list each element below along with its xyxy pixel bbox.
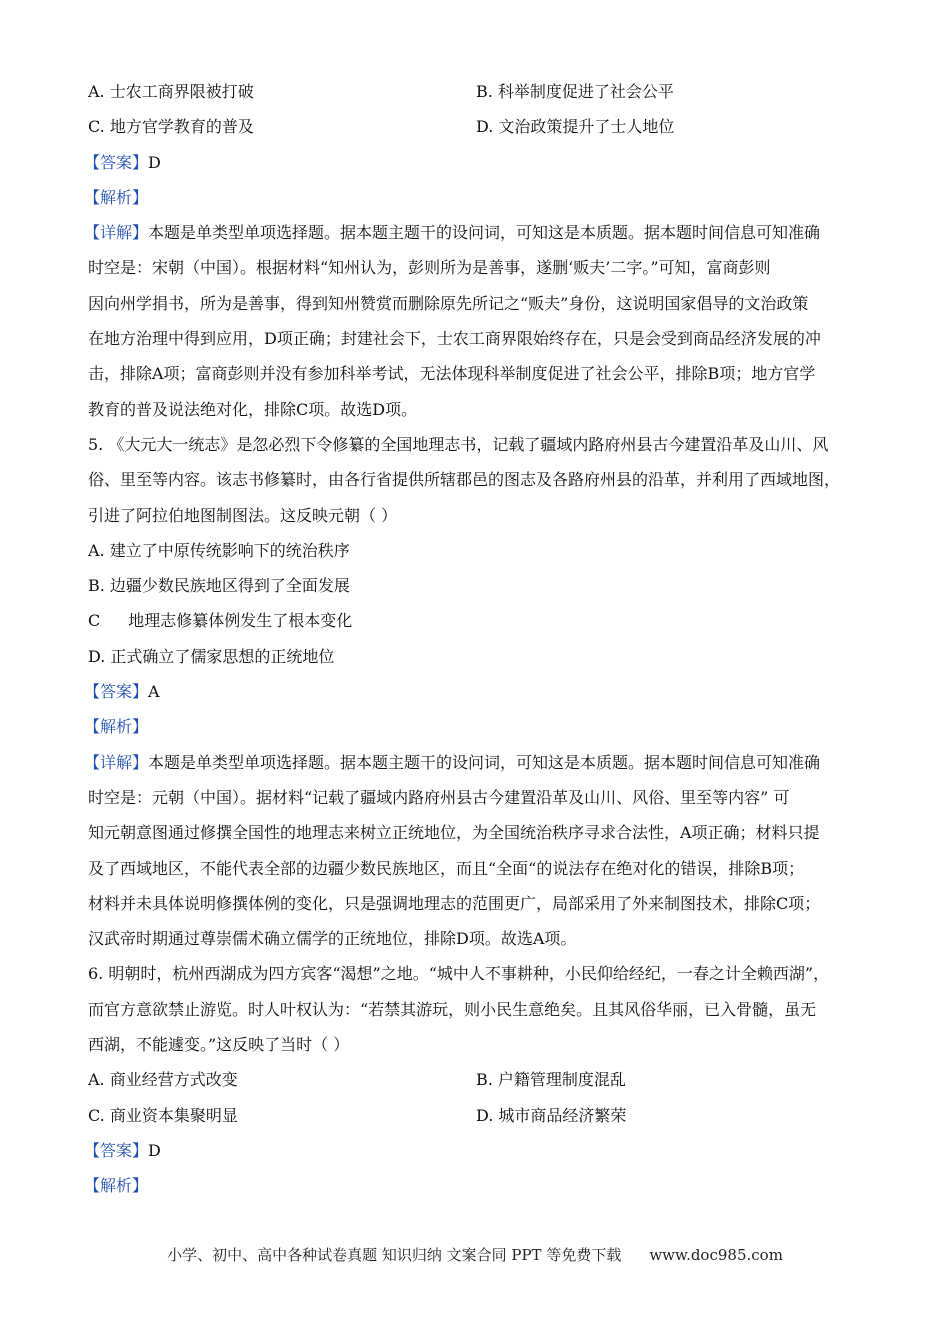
q5-stem: [88, 427, 868, 533]
q5-analysis-heading: [84, 709, 868, 744]
q5-option-c-text: 地理志修纂体例发生了根本变化: [128, 611, 353, 631]
q4-detail-line: 击，排除A项；富商彭则并没有参加科举考试，无法体现科举制度促进了社会公平，排除B项；地方官学: [88, 364, 816, 384]
q5-stem-line: 俗、里至等内容。该志书修纂时，由各行省提供所辖郡邑的图志及各路府州县的沿革，并利用了西域地图，: [88, 470, 841, 490]
answer-tag: 【答案】: [84, 1140, 149, 1160]
q5-detail-line: 时空是：元朝（中国）。据材料“记载了疆域内路府州县古今建置沿革及山川、风俗、里至等内容” 可: [88, 787, 790, 807]
q5-detail-line: 材料并未具体说明修撰体例的变化，只是强调地理志的范围更广，局部采用了外来制图技术，排除C项；: [88, 893, 821, 913]
q4-detail: [84, 215, 868, 427]
q6-option-a: A. 商业经营方式改变: [88, 1070, 238, 1090]
analysis-tag: 【解析】: [84, 717, 149, 737]
q5-detail-line: 汉武帝时期通过尊崇儒术确立儒学的正统地位，排除D项。故选A项。: [88, 929, 577, 949]
q4-options-row-2: [88, 109, 868, 144]
q6-options-row-1: [88, 1062, 868, 1097]
q6-option-c: C. 商业资本集聚明显: [88, 1105, 238, 1125]
q6-option-d: D. 城市商品经济繁荣: [476, 1105, 627, 1125]
q5-option-d: D. 正式确立了儒家思想的正统地位: [88, 646, 335, 666]
q5-detail-line: 【详解】本题是单类型单项选择题。据本题主题干的设问词，可知这是本质题。据本题时间信息可知准确: [84, 752, 821, 772]
detail-tag: 【详解】: [84, 752, 149, 772]
page-footer: [0, 1244, 950, 1265]
q6-answer: [84, 1133, 868, 1168]
q5-answer: [84, 674, 868, 709]
answer-value: D: [148, 1140, 161, 1160]
q6-stem-line: 而官方意欲禁止游览。时人叶权认为：“若禁其游玩，则小民生意绝矣。且其风俗华丽，已入骨髓，虽无: [88, 999, 817, 1019]
answer-value: A: [148, 682, 160, 702]
q4-option-c: C. 地方官学教育的普及: [88, 117, 254, 137]
q5-option-a: A. 建立了中原传统影响下的统治秩序: [88, 540, 350, 560]
q5-option-c: [88, 603, 868, 638]
footer-text: 小学、初中、高中各种试卷真题 知识归纳 文案合同 PPT 等免费下载: [167, 1246, 622, 1264]
q5-option-c-letter: C: [88, 611, 101, 631]
q4-analysis-heading: [84, 180, 868, 215]
document-page: [84, 74, 868, 1204]
q5-detail-line: 及了西域地区，不能代表全部的边疆少数民族地区，而且“全面“的说法存在绝对化的错误，排除B项；: [88, 858, 805, 878]
q4-option-d: D. 文治政策提升了士人地位: [476, 117, 675, 137]
analysis-tag: 【解析】: [84, 187, 149, 207]
answer-value: D: [148, 152, 161, 172]
q4-detail-line: 时空是：宋朝（中国）。根据材料“知州认为，彭则所为是善事，遂删‘贩夫’二字。”可知，富商彭则: [88, 258, 771, 278]
q4-option-a: A. 士农工商界限被打破: [88, 82, 254, 101]
q4-detail-line: 【详解】本题是单类型单项选择题。据本题主题干的设问词，可知这是本质题。据本题时间信息可知准确: [84, 223, 821, 243]
q5-detail: [84, 745, 868, 957]
q5-option-b: B. 边疆少数民族地区得到了全面发展: [88, 576, 350, 596]
q6-options-row-2: [88, 1098, 868, 1133]
q5-detail-line: 知元朝意图通过修撰全国性的地理志来树立正统地位，为全国统治秩序寻求合法性，A项正确；材料只提: [88, 823, 820, 843]
q4-options-row-1: [88, 74, 868, 109]
answer-tag: 【答案】: [84, 152, 149, 172]
detail-tag: 【详解】: [84, 223, 149, 243]
answer-tag: 【答案】: [84, 682, 149, 702]
q6-stem: [88, 956, 868, 1062]
q6-option-b: B. 户籍管理制度混乱: [476, 1070, 626, 1090]
q6-stem-line: 西湖，不能遽变。”这反映了当时（ ）: [88, 1035, 350, 1055]
q4-detail-line: 教育的普及说法绝对化，排除C项。故选D项。: [88, 399, 418, 419]
q5-stem-line: 5. 《大元大一统志》是忽必烈下令修纂的全国地理志书，记载了疆域内路府州县古今建置沿革及山川、风: [88, 434, 829, 454]
q6-stem-line: 6. 明朝时，杭州西湖成为四方宾客“渴想”之地。“城中人不事耕种，小民仰给经纪，一春之计全赖西湖”，: [88, 964, 830, 984]
q4-detail-line: 因向州学捐书，所为是善事，得到知州赞赏而删除原先所记之“贩夫”身份，这说明国家倡导的文治政策: [88, 293, 809, 313]
footer-link[interactable]: www.doc985.com: [649, 1246, 783, 1264]
q6-analysis-heading: [84, 1168, 868, 1203]
q5-stem-line: 引进了阿拉伯地图制图法。这反映元朝（ ）: [88, 505, 398, 525]
q4-answer: [84, 145, 868, 180]
q4-option-b: B. 科举制度促进了社会公平: [476, 82, 674, 101]
analysis-tag: 【解析】: [84, 1176, 149, 1196]
q4-detail-line: 在地方治理中得到应用，D项正确；封建社会下，士农工商界限始终存在，只是会受到商品经济发展的冲: [88, 329, 821, 349]
